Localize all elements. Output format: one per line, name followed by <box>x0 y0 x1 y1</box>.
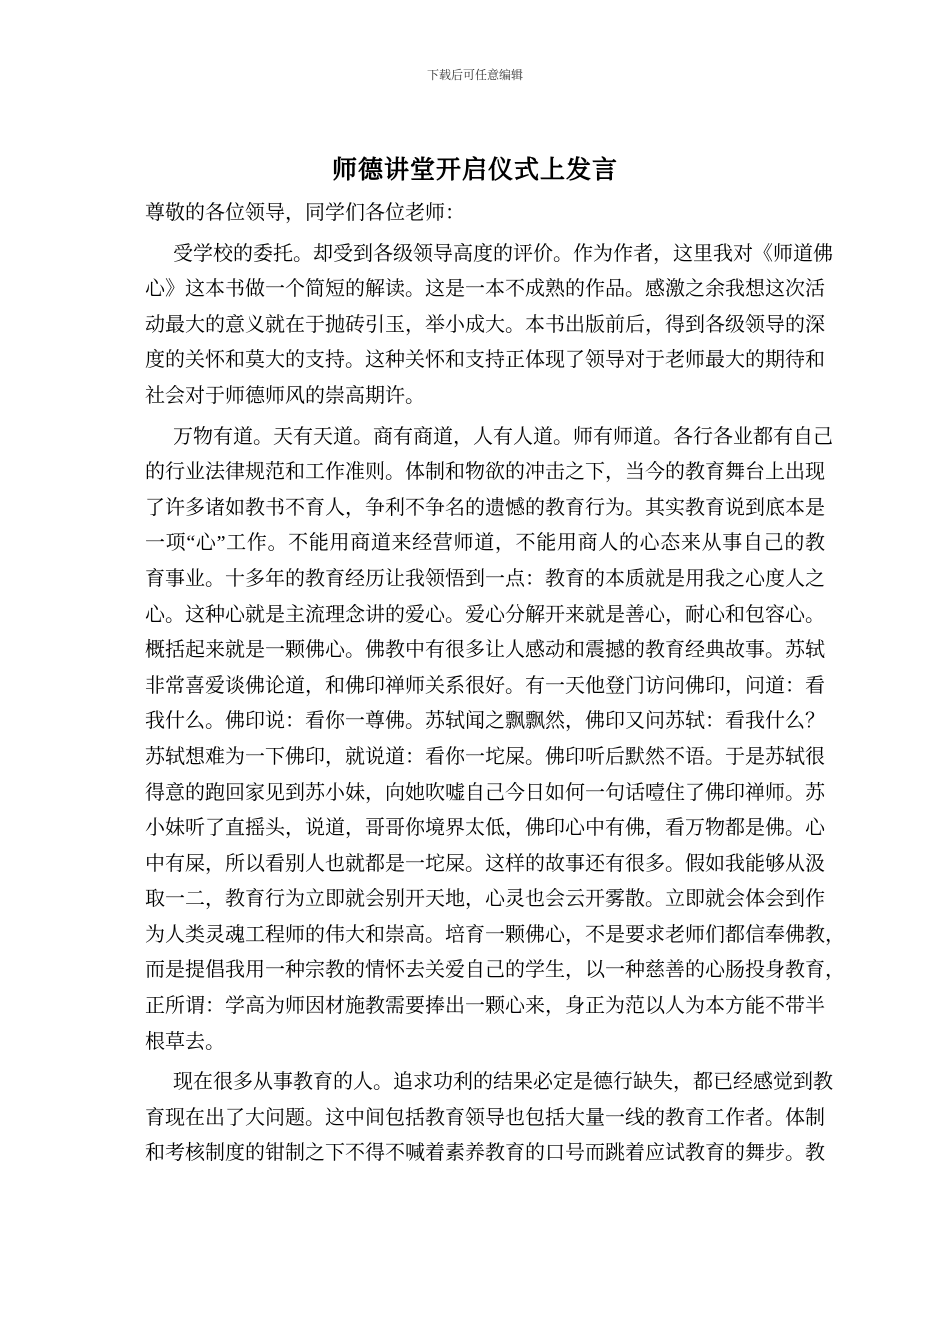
text-line: 苏轼想难为一下佛印，就说道：看你一坨屎。佛印听后默然不语。于是苏轼很 <box>145 745 825 768</box>
text-line: 为人类灵魂工程师的伟大和崇高。培育一颗佛心，不是要求老师们都信奉佛教， <box>145 923 845 946</box>
text-line: 根草去。 <box>145 1030 225 1053</box>
text-line: 得意的跑回家见到苏小妹，向她吹嘘自己今日如何一句话噎住了佛印禅师。苏 <box>145 781 825 804</box>
text-line: 心。这种心就是主流理念讲的爱心。爱心分解开来就是善心，耐心和包容心。 <box>145 603 825 626</box>
document-body <box>145 196 845 1177</box>
paragraph <box>145 196 825 232</box>
text-line: 动最大的意义就在于抛砖引玉，举小成大。本书出版前后，得到各级领导的深 <box>145 313 825 336</box>
text-line: 了许多诸如教书不育人，争利不争名的遗憾的教育行为。其实教育说到底本是 <box>145 496 825 519</box>
text-line: 我什么。佛印说：看你一尊佛。苏轼闻之飘飘然，佛印又问苏轼：看我什么？ <box>145 710 825 733</box>
text-line: 一项“心”工作。不能用商道来经营师道，不能用商人的心态来从事自己的教 <box>145 532 825 555</box>
text-line: 万物有道。天有天道。商有商道，人有人道。师有师道。各行各业都有自己 <box>173 425 833 448</box>
text-line: 非常喜爱谈佛论道，和佛印禅师关系很好。有一天他登门访问佛印，问道：看 <box>145 674 825 697</box>
text-line: 小妹听了直摇头，说道，哥哥你境界太低，佛印心中有佛，看万物都是佛。心 <box>145 817 825 840</box>
text-line: 取一二，教育行为立即就会别开天地，心灵也会云开雾散。立即就会体会到作 <box>145 888 825 911</box>
text-line: 正所谓：学高为师因材施教需要捧出一颗心来，身正为范以人为本方能不带半 <box>145 995 825 1018</box>
text-line: 尊敬的各位领导，同学们各位老师： <box>145 202 465 224</box>
text-line: 的行业法律规范和工作准则。体制和物欲的冲击之下，当今的教育舞台上出现 <box>145 461 825 484</box>
text-line: 现在很多从事教育的人。追求功利的结果必定是德行缺失，都已经感觉到教 <box>173 1071 833 1094</box>
text-line: 社会对于师德师风的崇高期许。 <box>145 384 425 407</box>
paragraph <box>145 237 833 415</box>
page-header: 下载后可任意编辑 <box>426 68 523 82</box>
text-line: 育事业。十多年的教育经历让我领悟到一点：教育的本质就是用我之心度人之 <box>145 567 825 590</box>
document-title: 师德讲堂开启仪式上发言 <box>331 157 618 184</box>
paragraph <box>145 420 845 1061</box>
text-line: 心》这本书做一个简短的解读。这是一本不成熟的作品。感激之余我想这次活 <box>145 278 825 301</box>
text-line: 度的关怀和莫大的支持。这种关怀和支持正体现了领导对于老师最大的期待和 <box>145 349 825 372</box>
text-line: 概括起来就是一颗佛心。佛教中有很多让人感动和震撼的教育经典故事。苏轼 <box>145 639 825 662</box>
paragraph <box>145 1065 833 1172</box>
text-line: 和考核制度的钳制之下不得不喊着素养教育的口号而跳着应试教育的舞步。教 <box>145 1142 825 1165</box>
text-line: 受学校的委托。却受到各级领导高度的评价。作为作者，这里我对《师道佛 <box>173 242 833 265</box>
text-line: 育现在出了大问题。这中间包括教育领导也包括大量一线的教育工作者。体制 <box>145 1106 825 1129</box>
text-line: 中有屎，所以看别人也就都是一坨屎。这样的故事还有很多。假如我能够从汲 <box>145 852 825 875</box>
text-line: 而是提倡我用一种宗教的情怀去关爱自己的学生，以一种慈善的心肠投身教育， <box>145 959 845 982</box>
